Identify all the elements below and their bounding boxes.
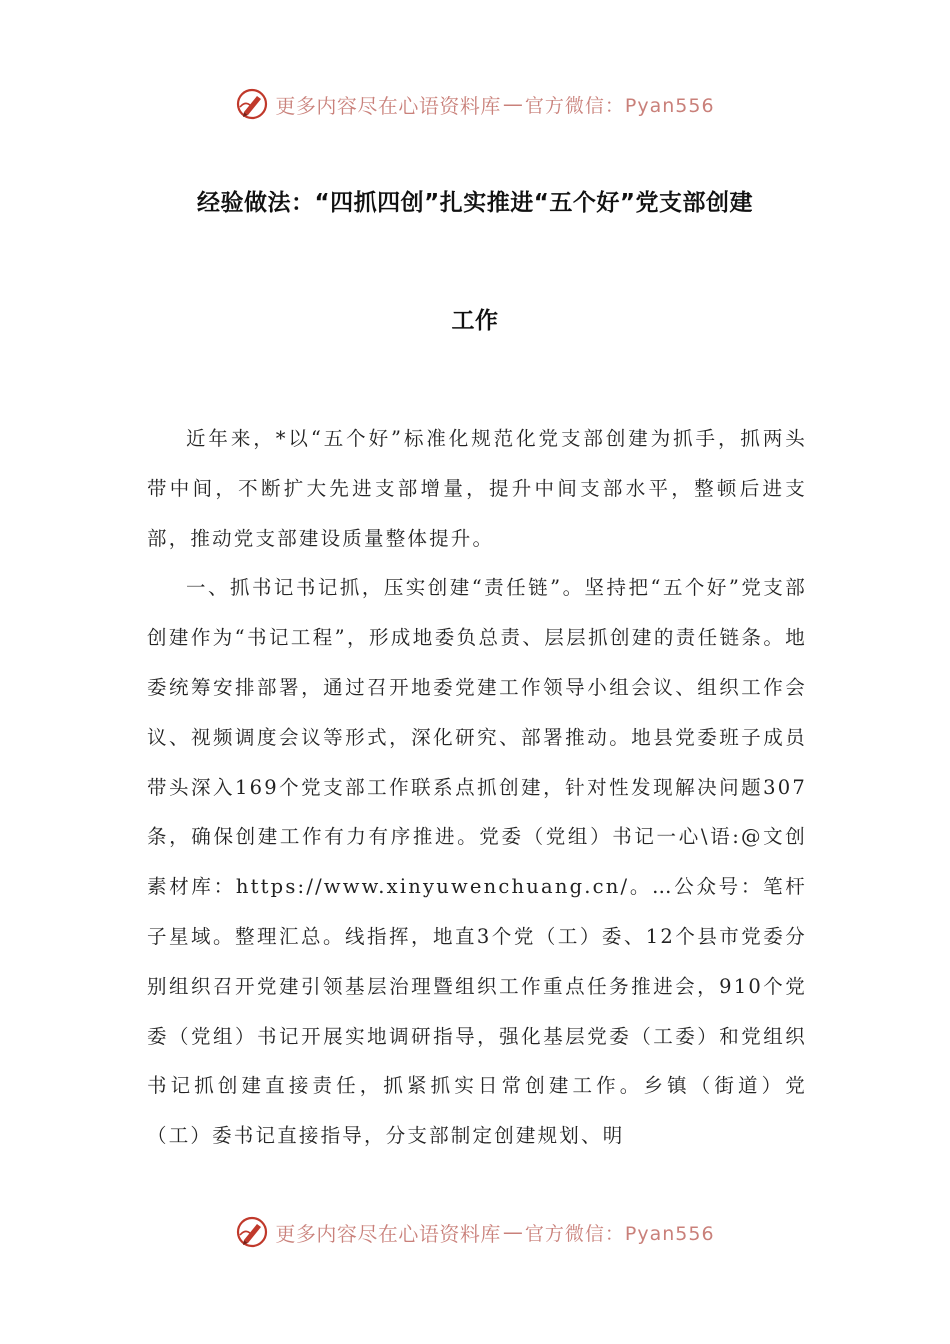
watermark-text: 更多内容尽在心语资料库 — [275, 93, 501, 118]
header-watermark — [0, 84, 950, 124]
pen-logo-icon — [235, 1215, 269, 1249]
watermark-text: 更多内容尽在心语资料库 — [275, 1221, 501, 1246]
footer-watermark — [0, 1212, 950, 1252]
pen-logo-icon — [235, 87, 269, 121]
document-title-continued: 工作 — [451, 308, 499, 334]
watermark-suffix: 官方微信：Pyan556 — [524, 1222, 715, 1245]
watermark-dash: — — [502, 92, 523, 116]
paragraph-intro: 近年来，*以“五个好”标准化规范化党支部创建为抓手，抓两头带中间，不断扩大先进支部增量，提升中间支部水平，整顿后进支部，推动党支部建设质量整体提升。 — [147, 427, 807, 550]
paragraph-section-1: 一、抓书记书记抓，压实创建“责任链”。坚持把“五个好”党支部创建作为“书记工程”，形成地委负总责、层层抓创建的责任链条。地委统筹安排部署，通过召开地委党建工作领导小组会议、组织工作会议、视频调度会议等形式，深化研究、部署推动。地县党委班子成员带头深入169个党支部工作联系点抓创建，针对性发现解决问题307条，确保创建工作有力有序推进。党委（党组）书记一心\语:@文创素材库：https://www.xinyuwenchuang.cn/。…公众号：笔杆子星域。整理汇总。线指挥，地直3个党（工）委、12个县市党委分别组织召开党建引领基层治理暨组织工作重点任务推进会，910个党委（党组）书记开展实地调研指导，强化基层党委（工委）和党组织书记抓创建直接责任，抓紧抓实日常创建工作。乡镇（街道）党（工）委书记直接指导，分支部制定创建规划、明 — [147, 576, 807, 1148]
document-title: 经验做法：“四抓四创”扎实推进“五个好”党支部创建 — [197, 190, 753, 216]
document-body — [147, 414, 807, 1161]
watermark-suffix: 官方微信：Pyan556 — [524, 94, 715, 117]
watermark-dash: — — [502, 1220, 523, 1244]
